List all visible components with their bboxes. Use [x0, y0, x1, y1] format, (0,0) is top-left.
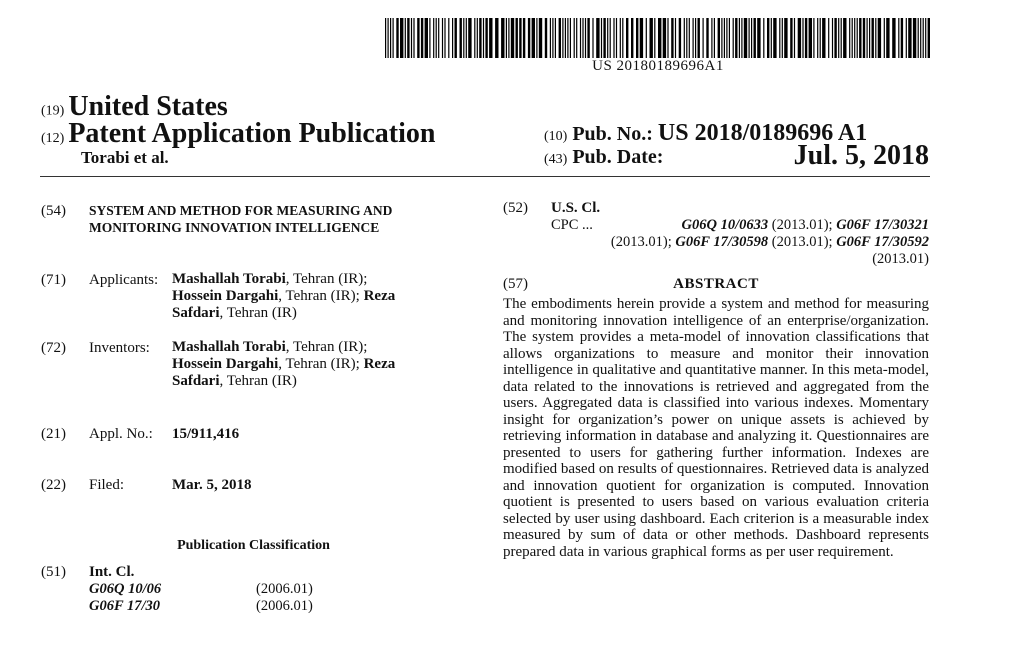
filed-label: Filed:: [89, 477, 125, 493]
inventor-name: Hossein Dargahi: [172, 356, 279, 372]
pub-number-label: Pub. No.:: [572, 123, 653, 145]
inid-code-57: (57): [503, 276, 528, 292]
barcode-number: US 20180189696A1: [592, 58, 724, 74]
appl-no-label: Appl. No.:: [89, 426, 153, 442]
inventor-name: Reza: [363, 356, 396, 372]
inid-code-51: (51): [41, 564, 66, 580]
appl-no-value: 15/911,416: [172, 426, 240, 442]
cpc-label: CPC ...: [551, 217, 593, 233]
inventors-label: Inventors:: [89, 340, 150, 356]
cpc-code: G06F 17/30592: [836, 234, 929, 250]
inid-code-19: (19): [41, 103, 65, 119]
int-cl-year: (2006.01): [256, 598, 313, 614]
country-name: United States: [68, 91, 228, 122]
applicant-location: , Tehran (IR): [219, 305, 297, 321]
applicant-location: , Tehran (IR);: [278, 288, 360, 304]
doc-type-line: [41, 118, 435, 150]
cpc-year: (2013.01);: [771, 217, 833, 233]
inid-code-10: (10): [544, 129, 568, 144]
inventor-location: , Tehran (IR);: [278, 356, 360, 372]
inventor-location: , Tehran (IR): [219, 373, 297, 389]
inid-code-71: (71): [41, 272, 66, 288]
cpc-year: (2013.01): [872, 251, 929, 267]
applicant-name: Mashallah Torabi: [172, 271, 286, 287]
inid-code-21: (21): [41, 426, 66, 442]
cpc-classification: [551, 217, 929, 268]
filed-value: Mar. 5, 2018: [172, 477, 252, 493]
int-cl-code: G06Q 10/06: [89, 581, 162, 597]
inventor-name: Mashallah Torabi: [172, 339, 286, 355]
barcode-image: [383, 18, 933, 58]
int-cl-label: Int. Cl.: [89, 564, 135, 580]
pub-number-value: US 2018/0189696 A1: [657, 120, 868, 146]
abstract-text: The embodiments herein provide a system and method for measuring and monitoring innovation intelligence of an enterprise/organization. The system provides a meta-model of innovation classifications that allows organizations to measure and monitor their innovation intelligence in qualitative and quantitative manner. In this meta-model, data related to the innovations is retrieved and aggregated from the users. Aggregated data is classified into various indexes. Momentary insight for organization’s power on unique assets is achieved by retrieving information in database and analyzing it. Questionnaires are presented to users for gathering further information. Indexes are modified based on results of questionnaires. Retrieved data is analyzed and innovation quotient for organization is computed. Innovation quotient is presented to users based on various evaluation criteria selected by user using dashboard. Each criterion is a measurable index measured by sum of data or other methods. Dashboard represents prepared data in various graphical forms as per user requirement.: [503, 296, 929, 560]
inventors-list: [172, 339, 462, 390]
inid-code-43: (43): [544, 152, 568, 167]
inid-code-54: (54): [41, 203, 66, 219]
authors: Torabi et al.: [81, 148, 169, 167]
pub-date-value: Jul. 5, 2018: [793, 140, 929, 171]
pub-date-label: Pub. Date:: [572, 146, 664, 168]
us-cl-label: U.S. Cl.: [551, 200, 601, 216]
int-cl-year: (2006.01): [256, 581, 313, 597]
invention-title: SYSTEM AND METHOD FOR MEASURING AND MONITORING INNOVATION INTELLIGENCE: [89, 203, 393, 235]
publication-classification-heading: Publication Classification: [177, 538, 330, 553]
applicant-name: Hossein Dargahi: [172, 288, 279, 304]
cpc-code: G06F 17/30321: [836, 217, 929, 233]
inid-code-52: (52): [503, 200, 528, 216]
inid-code-22: (22): [41, 477, 66, 493]
cpc-code: G06F 17/30598: [675, 234, 769, 250]
header-divider: [40, 176, 930, 177]
applicant-name: Reza: [363, 288, 396, 304]
inventor-name: Safdari: [172, 373, 220, 389]
int-cl-code: G06F 17/30: [89, 598, 161, 614]
inid-code-72: (72): [41, 340, 66, 356]
abstract-heading: ABSTRACT: [673, 276, 759, 292]
cpc-year: (2013.01);: [610, 234, 672, 250]
inventor-location: , Tehran (IR);: [285, 339, 368, 355]
applicant-location: , Tehran (IR);: [285, 271, 368, 287]
applicants-label: Applicants:: [89, 272, 159, 288]
cpc-code: G06Q 10/0633: [681, 217, 769, 233]
doc-type: Patent Application Publication: [68, 118, 436, 149]
pub-date-line: [544, 140, 929, 171]
cpc-year: (2013.01);: [771, 234, 833, 250]
inid-code-12: (12): [41, 131, 65, 146]
applicants-list: [172, 271, 462, 322]
applicant-name: Safdari: [172, 305, 220, 321]
